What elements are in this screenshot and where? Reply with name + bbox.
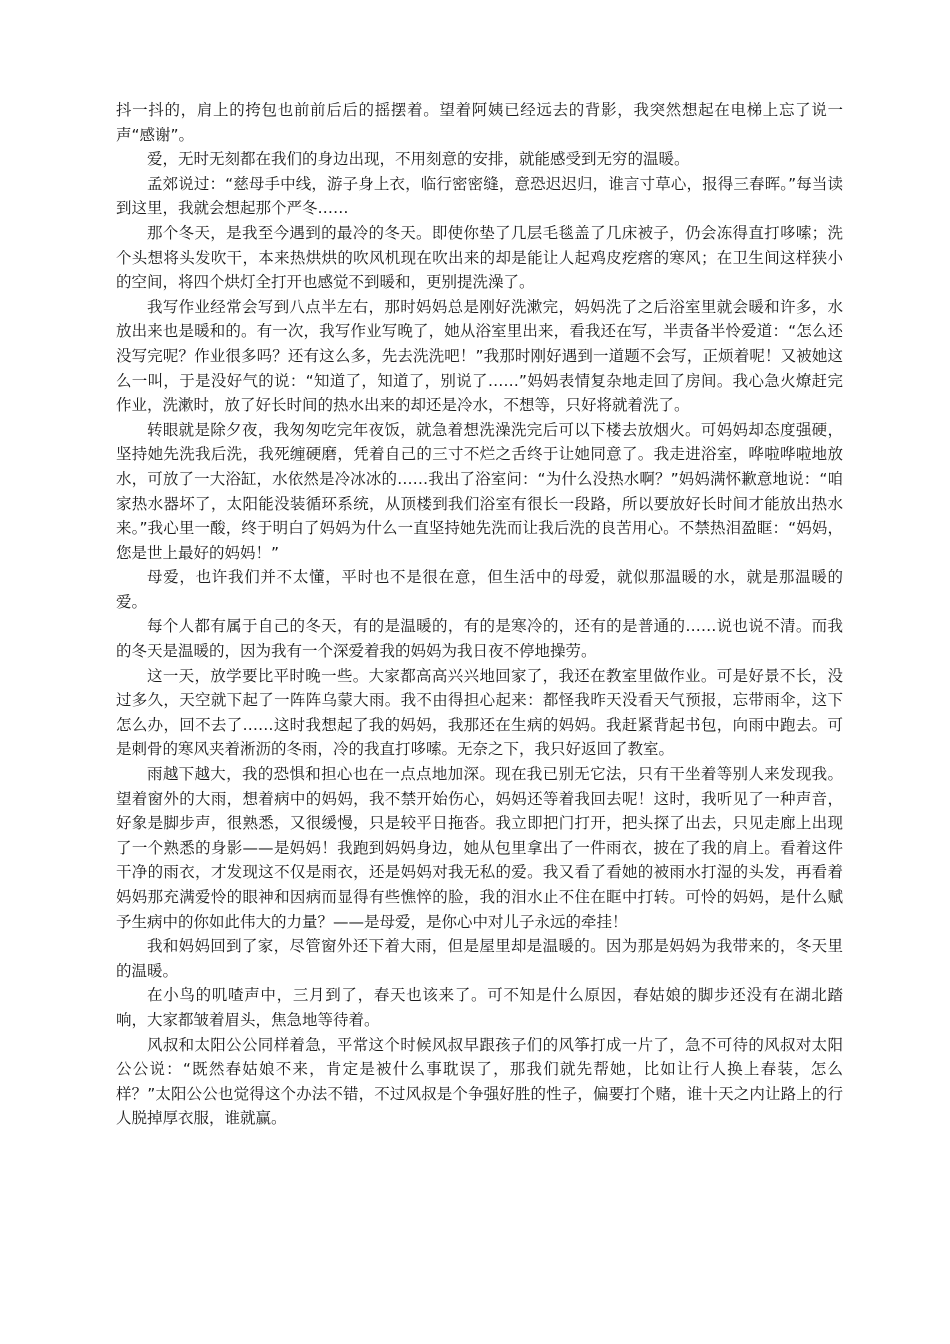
document-page (116, 98, 843, 1131)
paragraph-5: 我写作业经常会写到八点半左右，那时妈妈总是刚好洗漱完，妈妈洗了之后浴室里就会暖和许多，水放出来也是暖和的。有一次，我写作业写晚了，她从浴室里出来，看我还在写，半责备半怜爱道：“怎么还没写完呢？作业很多吗？还有这么多，先去洗洗吧！”我那时刚好遇到一道题不会写，正烦着呢！又被她这么一叫，于是没好气的说：“知道了，知道了，别说了……”妈妈表情复杂地走回了房间。我心急火燎赶完作业，洗漱时，放了好长时间的热水出来的却还是冷水，不想等，只好将就着洗了。 (116, 297, 843, 415)
paragraph-4: 那个冬天，是我至今遇到的最冷的冬天。即使你垫了几层毛毯盖了几床被子，仍会冻得直打哆嗦；洗个头想将头发吹干，本来热烘烘的吹风机现在吹出来的却是能让人起鸡皮疙瘩的寒风；在卫生间这样狭小的空间，将四个烘灯全打开也感觉不到暖和，更别提洗澡了。 (116, 223, 843, 292)
paragraph-12: 在小鸟的叽喳声中，三月到了，春天也该来了。可不知是什么原因，春姑娘的脚步还没有在湖北踏响，大家都皱着眉头，焦急地等待着。 (116, 986, 843, 1029)
paragraph-6: 转眼就是除夕夜，我匆匆吃完年夜饭，就急着想洗澡洗完后可以下楼去放烟火。可妈妈却态度强硬，坚持她先洗我后洗，我死缠硬磨，凭着自己的三寸不烂之舌终于让她同意了。我走进浴室，哗啦哗啦地放水，可放了一大浴缸，水依然是冷冰冰的……我出了浴室问：“为什么没热水啊？”妈妈满怀歉意地说：“咱家热水器坏了，太阳能没装循环系统，从顶楼到我们浴室有很长一段路，所以要放好长时间才能放出热水来。”我心里一酸，终于明白了妈妈为什么一直坚持她先洗而让我后洗的良苦用心。不禁热泪盈眶：“妈妈，您是世上最好的妈妈！” (116, 420, 843, 562)
paragraph-10: 雨越下越大，我的恐惧和担心也在一点点地加深。现在我已别无它法，只有干坐着等别人来发现我。望着窗外的大雨，想着病中的妈妈，我不禁开始伤心，妈妈还等着我回去呢！这时，我听见了一种声音，好象是脚步声，很熟悉，又很缓慢，只是较平日拖沓。我立即把门打开，把头探了出去，只见走廊上出现了一个熟悉的身影——是妈妈！我跑到妈妈身边，她从包里拿出了一件雨衣，披在了我的肩上。看着这件干净的雨衣，才发现这不仅是雨衣，还是妈妈对我无私的爱。我又看了看她的被雨水打湿的头发，再看着妈妈那充满爱怜的眼神和因病而显得有些憔悴的脸，我的泪水止不住在眶中打转。可怜的妈妈，是什么赋予生病中的你如此伟大的力量？——是母爱，是你心中对儿子永远的牵挂！ (116, 765, 843, 931)
paragraph-7: 母爱，也许我们并不太懂，平时也不是很在意，但生活中的母爱，就似那温暖的水，就是那温暖的爱。 (116, 568, 843, 611)
paragraph-8: 每个人都有属于自己的冬天，有的是温暖的，有的是寒冷的，还有的是普通的……说也说不清。而我的冬天是温暖的，因为我有一个深爱着我的妈妈为我日夜不停地操劳。 (116, 617, 843, 661)
paragraph-13: 风叔和太阳公公同样着急，平常这个时候风叔早跟孩子们的风筝打成一片了，急不可待的风叔对太阳公公说：“既然春姑娘不来，肯定是被什么事耽误了，那我们就先帮她，比如让行人换上春装，怎么样？”太阳公公也觉得这个办法不错，不过风叔是个争强好胜的性子，偏要打个赌，谁十天之内让路上的行人脱掉厚衣服，谁就赢。 (116, 1035, 843, 1128)
paragraph-3: 孟郊说过：“慈母手中线，游子身上衣，临行密密缝，意恐迟迟归，谁言寸草心，报得三春晖。”每当读到这里，我就会想起那个严冬…… (116, 174, 843, 218)
paragraph-11: 我和妈妈回到了家，尽管窗外还下着大雨，但是屋里却是温暖的。因为那是妈妈为我带来的，冬天里的温暖。 (116, 937, 843, 980)
paragraph-2: 爱，无时无刻都在我们的身边出现，不用刻意的安排，就能感受到无穷的温暖。 (147, 150, 690, 169)
paragraph-9: 这一天，放学要比平时晚一些。大家都高高兴兴地回家了，我还在教室里做作业。可是好景不长，没过多久，天空就下起了一阵阵乌蒙大雨。我不由得担心起来：都怪我昨天没看天气预报，忘带雨伞，这下怎么办，回不去了……这时我想起了我的妈妈，我那还在生病的妈妈。我赶紧背起书包，向雨中跑去。可是刺骨的寒风夹着淅沥的冬雨，冷的我直打哆嗦。无奈之下，我只好返回了教室。 (116, 666, 843, 759)
paragraph-1: 抖一抖的，肩上的挎包也前前后后的摇摆着。望着阿姨已经远去的背影，我突然想起在电梯上忘了说一声“感谢”。 (116, 101, 843, 144)
